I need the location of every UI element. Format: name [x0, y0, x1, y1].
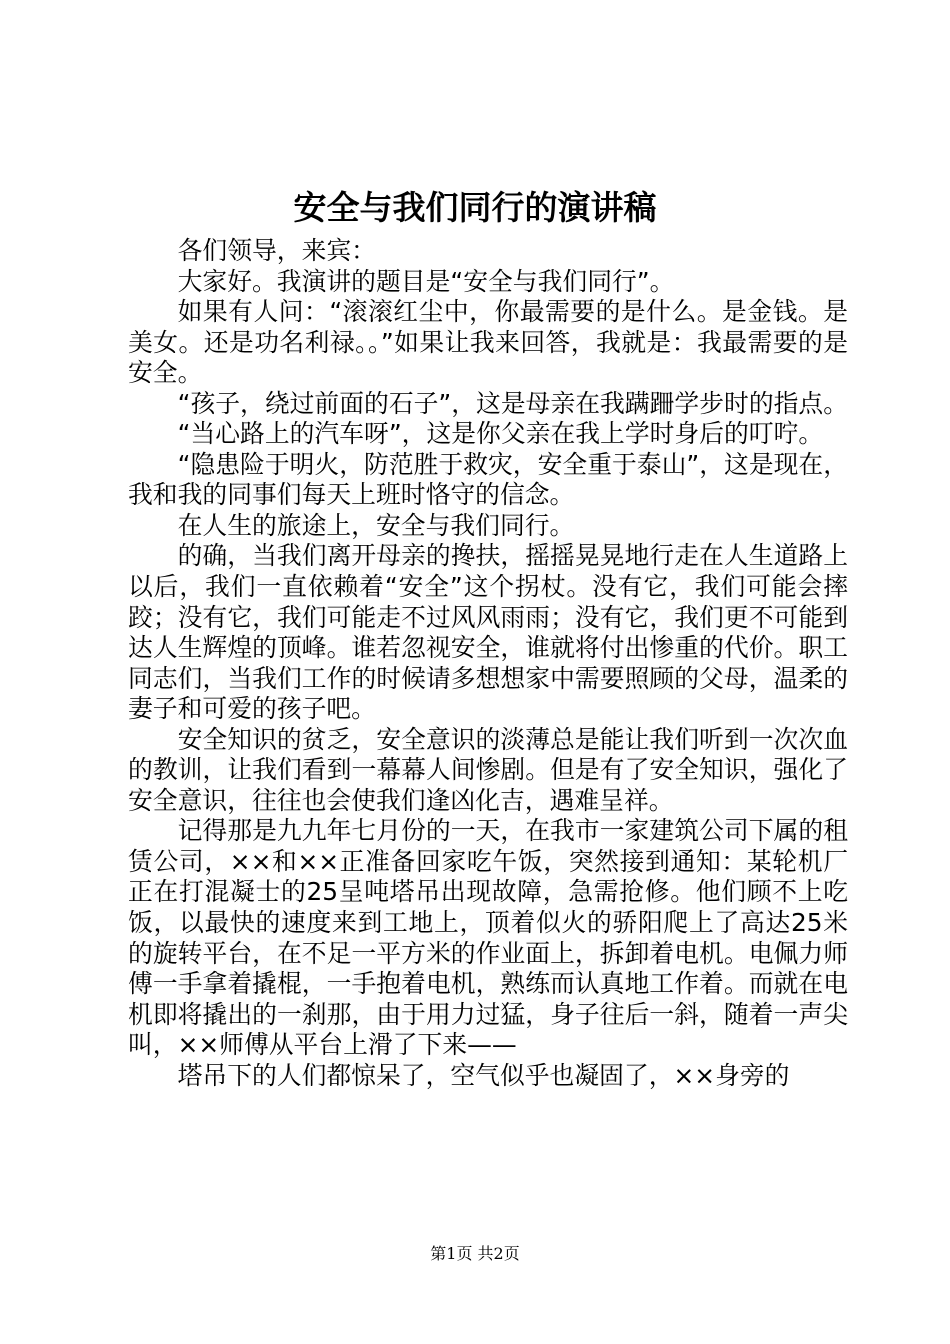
paragraph: 记得那是九九年七月份的一天，在我市一家建筑公司下属的租赁公司，××和××正准备回家吃午饭，突然接到通知：某轮机厂正在打混凝士的25呈吨塔吊出现故障，急需抢修。他们顾不上吃饭，以最快的速度来到工地上，顶着似火的骄阳爬上了高达25米的旋转平台，在不足一平方米的作业面上，拆卸着电机。电佩力师傅一手拿着撬棍，一手抱着电机，熟练而认真地工作着。而就在电机即将撬出的一刹那，由于用力过猛，身子往后一斜，随着一声尖叫，××师傅从平台上滑了下来——	[128, 816, 848, 1060]
paragraph-salutation: 各们领导，来宾：	[177, 236, 376, 265]
page-footer: 第1页 共2页	[430, 1244, 520, 1263]
paragraph: 塔吊下的人们都惊呆了，空气似乎也凝固了，××身旁的	[177, 1060, 790, 1090]
paragraph: 安全知识的贫乏，安全意识的淡薄总是能让我们听到一次次血的教训，让我们看到一幕幕人间惨剧。但是有了安全知识，强化了安全意识，往往也会使我们逢凶化吉，遇难呈祥。	[128, 724, 848, 815]
paragraph: “当心路上的汽车呀”，这是你父亲在我上学时身后的叮咛。	[177, 419, 824, 449]
document-body	[128, 236, 848, 1091]
paragraph: “隐患险于明火，防范胜于救灾，安全重于泰山”，这是现在，我和我的同事们每天上班时恪守的信念。	[128, 449, 849, 510]
paragraph-greeting: 大家好。我演讲的题目是“安全与我们同行”。	[177, 266, 675, 296]
paragraph: 如果有人问：“滚滚红尘中，你最需要的是什么。是金钱。是美女。还是功名利禄。。”如果让我来回答，我就是：我最需要的是安全。	[128, 297, 848, 388]
document-title: 安全与我们同行的演讲稿	[293, 188, 657, 227]
paragraph: 的确，当我们离开母亲的搀扶，摇摇晃晃地行走在人生道路上以后，我们一直依赖着“安全”这个拐杖。没有它，我们可能会摔跤；没有它，我们可能走不过风风雨雨；没有它，我们更不可能到达人生辉煌的顶峰。谁若忽视安全，谁就将付出惨重的代价。职工同志们，当我们工作的时候请多想想家中需要照顾的父母，温柔的妻子和可爱的孩子吧。	[128, 541, 848, 724]
paragraph: 在人生的旅途上，安全与我们同行。	[177, 510, 575, 540]
paragraph: “孩子，绕过前面的石子”，这是母亲在我蹒跚学步时的指点。	[177, 388, 849, 418]
